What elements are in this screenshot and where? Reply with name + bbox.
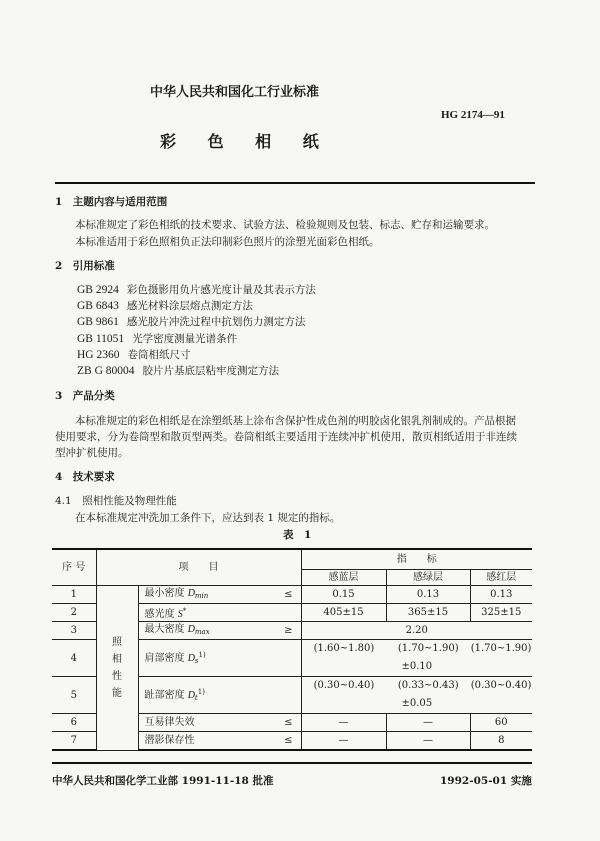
row-no: 6: [52, 714, 96, 732]
paragraph-line: 型冲扩机使用。: [55, 447, 129, 459]
approval-text: 中华人民共和国化学工业部 1991-11-18 批准: [52, 775, 274, 787]
ref-code: ZB G 80004: [77, 365, 135, 377]
standard-number: HG 2174—91: [441, 109, 505, 121]
row-no: 7: [52, 732, 96, 751]
paragraph-line: 使用要求，分为卷筒型和散页型两类。卷筒相纸主要适用于连续冲扩机使用，散页相纸适用于非连续: [55, 431, 517, 443]
row-item: 潜影保存性: [138, 732, 273, 751]
cell-red: 8: [470, 732, 532, 751]
ref-code: GB 11051: [77, 333, 125, 345]
org-title: 中华人民共和国化工行业标准: [150, 85, 320, 100]
row-operator: ≥: [273, 622, 301, 640]
row-item: 互易律失效: [138, 714, 273, 732]
section-3-heading: 3 产品分类: [55, 390, 115, 402]
cell-red: 60: [470, 714, 532, 732]
cell-red: 325±15: [470, 604, 532, 622]
spec-table: [52, 548, 532, 751]
cell-all: 2.20: [301, 622, 532, 640]
row-operator: [273, 604, 301, 622]
row-item: 感光度 S*: [138, 604, 273, 622]
section-4-heading: 4 技术要求: [55, 471, 115, 483]
section-4-1-heading: 4.1 照相性能及物理性能: [55, 495, 177, 507]
row-no: 5: [52, 677, 96, 714]
table-row: [52, 586, 532, 604]
paragraph-line: 本标准规定了彩色相纸的技术要求、试验方法、检验规则及包装、标志、贮存和运输要求。: [75, 219, 495, 231]
row-no: 2: [52, 604, 96, 622]
reference-item: [77, 315, 305, 329]
reference-item: [77, 299, 253, 313]
paragraph-line: 在本标准规定冲洗加工条件下，应达到表 1 规定的指标。: [75, 512, 341, 524]
cell-blue: —: [301, 732, 386, 751]
group-label: 照相性能: [96, 586, 138, 751]
header-blue: 感蓝层: [301, 570, 386, 586]
doc-title: 彩 色 相 纸: [160, 132, 319, 151]
row-no: 1: [52, 586, 96, 604]
cell-green: 0.13: [386, 586, 470, 604]
ref-code: HG 2360: [77, 349, 120, 361]
ref-title: 光学密度测量光谱条件: [132, 333, 238, 345]
header-green: 感绿层: [386, 570, 470, 586]
section-1-heading: 1 主题内容与适用范围: [55, 196, 168, 208]
header-red: 感红层: [470, 570, 532, 586]
effective-date: 1992-05-01 实施: [440, 775, 532, 787]
row-item: 最大密度 $D_{max}$: [138, 622, 273, 640]
cell-red: 0.13: [470, 586, 532, 604]
header-no: 序 号: [52, 549, 96, 586]
ref-title: 感光胶片冲洗过程中抗划伤力测定方法: [126, 316, 306, 328]
cell-green: —: [386, 714, 470, 732]
reference-item: [77, 364, 279, 378]
cell-blue: —: [301, 714, 386, 732]
ref-code: GB 2924: [77, 284, 119, 296]
paragraph-line: 本标准适用于彩色照相负正法印制彩色照片的涂塑光面彩色相纸。: [75, 236, 380, 248]
paragraph-line: 本标准规定的彩色相纸是在涂塑纸基上涂布含保护性成色剂的明胶卤化银乳剂制成的。产品根据: [75, 415, 516, 427]
row-no: 4: [52, 640, 96, 677]
header-item: 项 目: [96, 549, 301, 586]
row-item: 最小密度 $D_{min}$: [138, 586, 273, 604]
section-2-heading: 2 引用标准: [55, 260, 115, 272]
table-caption: 表 1: [283, 529, 312, 541]
cell-green: —: [386, 732, 470, 751]
cell-blue: 405±15: [301, 604, 386, 622]
reference-item: [77, 348, 191, 362]
header-indicator: 指 标: [301, 549, 532, 570]
footer-rule: [52, 762, 532, 764]
cell-range: (1.60~1.80) (1.70~1.90) (1.70~1.90) ±0.10: [301, 640, 532, 677]
row-item: 肩部密度 $D_s^{1)}$: [138, 640, 273, 677]
row-no: 3: [52, 622, 96, 640]
ref-code: GB 6843: [77, 300, 119, 312]
reference-item: [77, 283, 316, 297]
ref-title: 感光材料涂层熔点测定方法: [126, 300, 253, 312]
ref-title: 胶片片基底层粘牢度测定方法: [142, 365, 279, 377]
row-operator: ≤: [273, 732, 301, 751]
ref-title: 彩色摄影用负片感光度计量及其表示方法: [126, 284, 316, 296]
cell-blue: 0.15: [301, 586, 386, 604]
ref-title: 卷筒相纸尺寸: [127, 349, 191, 361]
row-item: 趾部密度 $D_t^{1)}$: [138, 677, 273, 714]
ref-code: GB 9861: [77, 316, 119, 328]
header-rule: [55, 182, 535, 184]
cell-range: (0.30~0.40) (0.33~0.43) (0.30~0.40) ±0.05: [301, 677, 532, 714]
row-operator: ≤: [273, 714, 301, 732]
cell-green: 365±15: [386, 604, 470, 622]
row-operator: ≤: [273, 586, 301, 604]
reference-item: [77, 332, 237, 346]
